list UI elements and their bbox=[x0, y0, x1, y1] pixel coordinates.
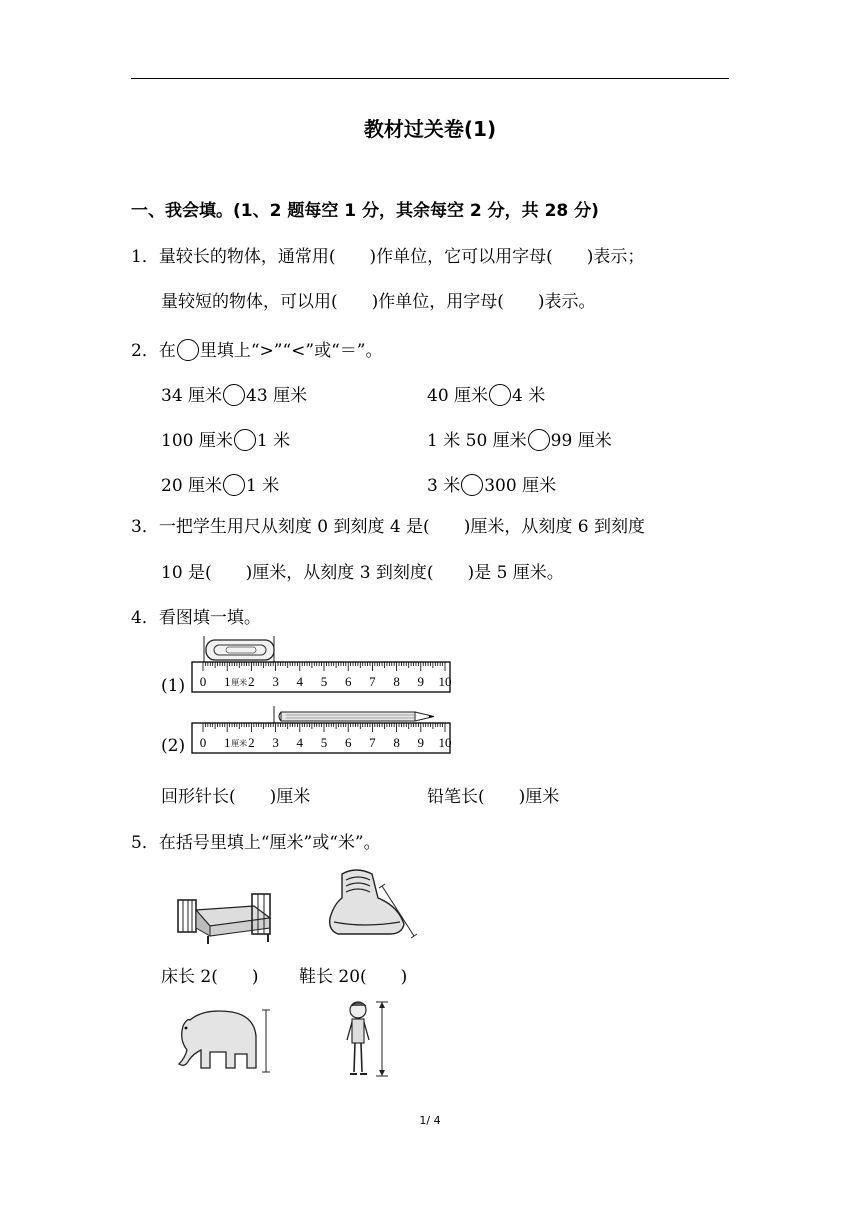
q2-right: 99 厘米 bbox=[550, 431, 612, 451]
q2-left: 100 厘米 bbox=[161, 431, 233, 451]
top-rule bbox=[131, 78, 729, 79]
section-heading: 一、我会填。(1、2 题每空 1 分，其余每空 2 分，共 28 分) bbox=[131, 201, 599, 221]
bed-icon bbox=[172, 888, 276, 946]
q2-item-5 bbox=[161, 471, 279, 496]
q4-answer-clip: 回形针长( )厘米 bbox=[161, 787, 311, 807]
ruler-number: 10 bbox=[438, 674, 452, 689]
q2-left: 3 米 bbox=[427, 476, 461, 496]
q2-left: 40 厘米 bbox=[427, 386, 489, 406]
ruler-number: 3 bbox=[272, 735, 279, 750]
q1-line1: 1．量较长的物体，通常用( )作单位，它可以用字母( )表示； bbox=[131, 247, 645, 267]
answer-circle-icon[interactable] bbox=[461, 474, 483, 496]
answer-circle-icon[interactable] bbox=[223, 384, 245, 406]
page-title: 教材过关卷(1) bbox=[363, 117, 497, 141]
q2-right: 300 厘米 bbox=[484, 476, 557, 496]
ruler-number: 10 bbox=[438, 735, 452, 750]
ruler-number: 5 bbox=[320, 735, 328, 750]
ruler-number: 9 bbox=[417, 735, 425, 750]
q3-line2: 10 是( )厘米，从刻度 3 到刻度( )是 5 厘米。 bbox=[161, 563, 564, 583]
q4-prompt: 4．看图填一填。 bbox=[131, 608, 261, 628]
ruler-number: 2 bbox=[248, 674, 255, 689]
q2-left: 1 米 50 厘米 bbox=[427, 431, 527, 451]
q2-right: 4 米 bbox=[512, 386, 546, 406]
q3-line1: 3．一把学生用尺从刻度 0 到刻度 4 是( )厘米，从刻度 6 到刻度 bbox=[131, 517, 645, 537]
q2-item-4 bbox=[427, 426, 612, 451]
ruler-number: 0 bbox=[199, 674, 207, 689]
q5-prompt: 5．在括号里填上“厘米”或“米”。 bbox=[131, 833, 381, 853]
q2-prompt-after: 里填上“>”“<”或“＝”。 bbox=[199, 341, 383, 361]
q2-left: 20 厘米 bbox=[161, 476, 223, 496]
q2-item-2 bbox=[427, 381, 545, 406]
ruler-number: 8 bbox=[393, 735, 400, 750]
ruler-number: 1 bbox=[223, 674, 231, 689]
fig1-label: (1) bbox=[161, 676, 186, 696]
answer-circle-icon[interactable] bbox=[528, 429, 550, 451]
ruler-number: 6 bbox=[344, 735, 352, 750]
ruler-number: 3 bbox=[272, 674, 279, 689]
q2-right: 1 米 bbox=[256, 431, 291, 451]
q5-bed: 床长 2( ) bbox=[161, 967, 259, 987]
q2-right: 1 米 bbox=[246, 476, 280, 496]
ruler-number: 0 bbox=[199, 735, 207, 750]
q1-line2: 量较短的物体，可以用( )作单位，用字母( )表示。 bbox=[161, 292, 596, 312]
ruler-number: 9 bbox=[417, 674, 425, 689]
q2-prompt-before: 2．在 bbox=[131, 341, 176, 361]
q4-answer-pencil: 铅笔长( )厘米 bbox=[427, 787, 560, 807]
ruler-number: 7 bbox=[369, 674, 376, 689]
fig2-label: (2) bbox=[161, 736, 186, 756]
page-number: 1/ 4 bbox=[419, 1114, 441, 1127]
answer-circle-icon[interactable] bbox=[489, 384, 511, 406]
elephant-icon bbox=[166, 1006, 272, 1082]
q2-right: 43 厘米 bbox=[246, 386, 308, 406]
ruler-number: 7 bbox=[369, 735, 376, 750]
ruler-unit-label: 厘米 bbox=[231, 678, 248, 687]
ruler-number: 5 bbox=[320, 674, 328, 689]
ruler-number: 1 bbox=[223, 735, 231, 750]
ruler-number: 2 bbox=[248, 735, 255, 750]
q2-left: 34 厘米 bbox=[161, 386, 223, 406]
ruler-number: 6 bbox=[344, 674, 352, 689]
ruler-number: 4 bbox=[296, 735, 304, 750]
q2-prompt bbox=[131, 336, 382, 361]
child-icon bbox=[344, 998, 394, 1080]
ruler-number: 4 bbox=[296, 674, 304, 689]
q2-item-1 bbox=[161, 381, 307, 406]
answer-circle-icon[interactable] bbox=[177, 339, 199, 361]
answer-circle-icon[interactable] bbox=[223, 474, 245, 496]
shoe-icon bbox=[324, 866, 418, 944]
q2-item-6 bbox=[427, 471, 556, 496]
q5-shoe: 鞋长 20( ) bbox=[299, 967, 408, 987]
rulers-figure bbox=[186, 636, 456, 754]
answer-circle-icon[interactable] bbox=[234, 429, 256, 451]
ruler-number: 8 bbox=[393, 674, 400, 689]
q2-item-3 bbox=[161, 426, 290, 451]
ruler-unit-label: 厘米 bbox=[231, 739, 248, 748]
